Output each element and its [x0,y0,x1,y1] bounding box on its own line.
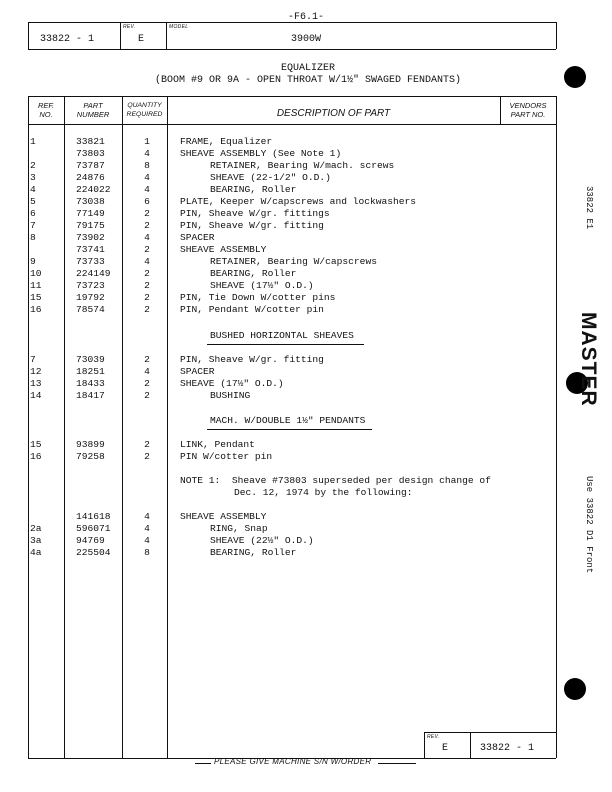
model-label: MODEL [169,24,189,30]
description-cell: RETAINER, Bearing W/mach. screws [210,160,395,171]
part-number-cell: 73723 [76,280,105,291]
table-row [30,208,504,220]
description-cell: PIN W/cotter pin [180,451,273,462]
ref-cell: 7 [30,220,36,231]
footer-rev-label: REV. [427,734,440,740]
master-stamp: MASTER [577,312,600,407]
description-cell: SHEAVE ASSEMBLY [180,244,267,255]
table-row [30,439,504,451]
ref-cell: 13 [30,378,42,389]
margin-stamp-top: 33822 E1 [584,186,594,230]
part-number-cell: 73038 [76,196,105,207]
quantity-cell: 4 [144,232,150,243]
description-cell: FRAME, Equalizer [180,136,273,147]
table-row [30,172,504,184]
note-1-line2: Dec. 12, 1974 by the following: [234,487,413,498]
description-cell: SPACER [180,232,215,243]
ref-cell: 10 [30,268,42,279]
part-number-cell: 79175 [76,220,105,231]
ref-header-line1: REF. [37,101,55,110]
description-cell: BEARING, Roller [210,547,297,558]
quantity-cell: 4 [144,184,150,195]
quantity-cell: 2 [144,304,150,315]
description-cell: SHEAVE (22½" O.D.) [210,535,314,546]
ref-cell: 4 [30,184,36,195]
ref-cell: 12 [30,366,42,377]
table-row [30,366,504,378]
quantity-cell: 2 [144,220,150,231]
rev-label: REV. [123,24,136,30]
quantity-cell: 2 [144,292,150,303]
ref-cell: 11 [30,280,42,291]
page-number: -F6.1- [287,12,324,23]
ref-cell: 15 [30,292,42,303]
quantity-cell: 4 [144,366,150,377]
part-number-cell: 94769 [76,535,105,546]
description-cell: PIN, Sheave W/gr. fittings [180,208,330,219]
binder-hole-bottom [564,678,586,700]
description-cell: PIN, Sheave W/gr. fitting [180,220,324,231]
vendors-header-line2: PART NO. [510,110,546,119]
ref-cell: 2 [30,160,36,171]
model-value: 3900W [290,34,321,45]
table-row [30,451,504,463]
qty-header-line1: QUANTITY [127,102,162,109]
ref-cell: 14 [30,390,42,401]
table-row [30,136,504,148]
quantity-cell: 2 [144,354,150,365]
part-number-cell: 73902 [76,232,105,243]
description-cell: BUSHING [210,390,251,401]
ref-cell: 15 [30,439,42,450]
description-cell: RING, Snap [210,523,268,534]
quantity-cell: 2 [144,280,150,291]
table-row [30,378,504,390]
quantity-cell: 4 [144,511,150,522]
section-heading-bushed: BUSHED HORIZONTAL SHEAVES [210,330,354,341]
ref-cell: 9 [30,256,36,267]
part-header-line1: PART [83,101,103,110]
quantity-cell: 4 [144,535,150,546]
part-header-line2: NUMBER [76,110,110,119]
quantity-cell: 2 [144,439,150,450]
part-number-cell: 79258 [76,451,105,462]
table-row [30,232,504,244]
part-number-cell: 596071 [76,523,111,534]
ref-cell: 16 [30,304,42,315]
description-cell: SHEAVE ASSEMBLY [180,511,267,522]
part-number-cell: 18433 [76,378,105,389]
quantity-cell: 2 [144,268,150,279]
description-cell: BEARING, Roller [210,184,297,195]
ref-header-line2: NO. [39,110,53,119]
ref-cell: 16 [30,451,42,462]
ref-cell: 6 [30,208,36,219]
description-cell: BEARING, Roller [210,268,297,279]
ref-cell: 1 [30,136,36,147]
ref-cell: 7 [30,354,36,365]
description-cell: SHEAVE (17½" O.D.) [180,378,284,389]
table-row [30,535,504,547]
part-number-cell: 19792 [76,292,105,303]
part-number-cell: 24876 [76,172,105,183]
part-number-cell: 225504 [76,547,111,558]
qty-header-line2: REQUIRED [126,111,163,118]
quantity-cell: 1 [144,136,150,147]
ref-cell: 3a [30,535,42,546]
footer-doc-number: 33822 - 1 [480,743,535,754]
ref-cell: 2a [30,523,42,534]
table-row [30,547,504,559]
description-cell: SHEAVE ASSEMBLY (See Note 1) [180,148,342,159]
part-number-cell: 33821 [76,136,105,147]
quantity-cell: 2 [144,378,150,389]
quantity-cell: 6 [144,196,150,207]
doc-number: 33822 - 1 [40,34,95,45]
table-row [44,244,504,256]
part-number-cell: 77149 [76,208,105,219]
part-number-cell: 141618 [76,511,111,522]
description-cell: SHEAVE (17½" O.D.) [210,280,314,291]
footer-instruction: PLEASE GIVE MACHINE S/N W/ORDER [214,757,372,766]
table-row [30,256,504,268]
ref-cell: 8 [30,232,36,243]
quantity-cell: 8 [144,160,150,171]
table-row [30,304,504,316]
quantity-cell: 2 [144,208,150,219]
quantity-cell: 4 [144,148,150,159]
part-number-cell: 73039 [76,354,105,365]
table-row [44,511,504,523]
ref-cell: 4a [30,547,42,558]
vendors-header-line1: VENDORS [509,101,547,110]
quantity-cell: 8 [144,547,150,558]
part-number-cell: 18251 [76,366,105,377]
binder-hole-top [564,66,586,88]
part-number-cell: 73741 [76,244,105,255]
description-cell: PIN, Tie Down W/cotter pins [180,292,336,303]
table-row [30,280,504,292]
description-header: DESCRIPTION OF PART [276,108,391,119]
quantity-cell: 2 [144,244,150,255]
note-1-line1: NOTE 1: Sheave #73803 superseded per design change of [180,475,491,486]
part-number-cell: 18417 [76,390,105,401]
page-title: EQUALIZER [280,63,335,74]
table-row [30,354,504,366]
table-row [30,184,504,196]
quantity-cell: 4 [144,256,150,267]
description-cell: SHEAVE (22-1/2" O.D.) [210,172,331,183]
description-cell: RETAINER, Bearing W/capscrews [210,256,377,267]
rev-value: E [138,34,145,45]
part-number-cell: 224149 [76,268,111,279]
table-row [30,390,504,402]
quantity-cell: 2 [144,390,150,401]
part-number-cell: 73733 [76,256,105,267]
table-row [30,268,504,280]
table-row [30,196,504,208]
ref-cell: 3 [30,172,36,183]
footer-rev-value: E [442,743,449,754]
part-number-cell: 73787 [76,160,105,171]
description-cell: SPACER [180,366,215,377]
table-row [44,148,504,160]
table-row [30,160,504,172]
description-cell: PIN, Pendant W/cotter pin [180,304,324,315]
table-row [30,220,504,232]
quantity-cell: 4 [144,172,150,183]
description-cell: LINK, Pendant [180,439,255,450]
section-heading-double-pendants: MACH. W/DOUBLE 1½" PENDANTS [210,415,366,426]
part-number-cell: 73803 [76,148,105,159]
quantity-cell: 2 [144,451,150,462]
table-row [30,523,504,535]
part-number-cell: 78574 [76,304,105,315]
part-number-cell: 224022 [76,184,111,195]
page-subtitle: (BOOM #9 OR 9A - OPEN THROAT W/1½" SWAGED FENDANTS) [154,75,462,86]
part-number-cell: 93899 [76,439,105,450]
margin-stamp-bottom: Use 33822 D1 Front [584,476,594,574]
description-cell: PIN, Sheave W/gr. fitting [180,354,324,365]
quantity-cell: 4 [144,523,150,534]
description-cell: PLATE, Keeper W/capscrews and lockwashers [180,196,417,207]
table-row [30,292,504,304]
ref-cell: 5 [30,196,36,207]
